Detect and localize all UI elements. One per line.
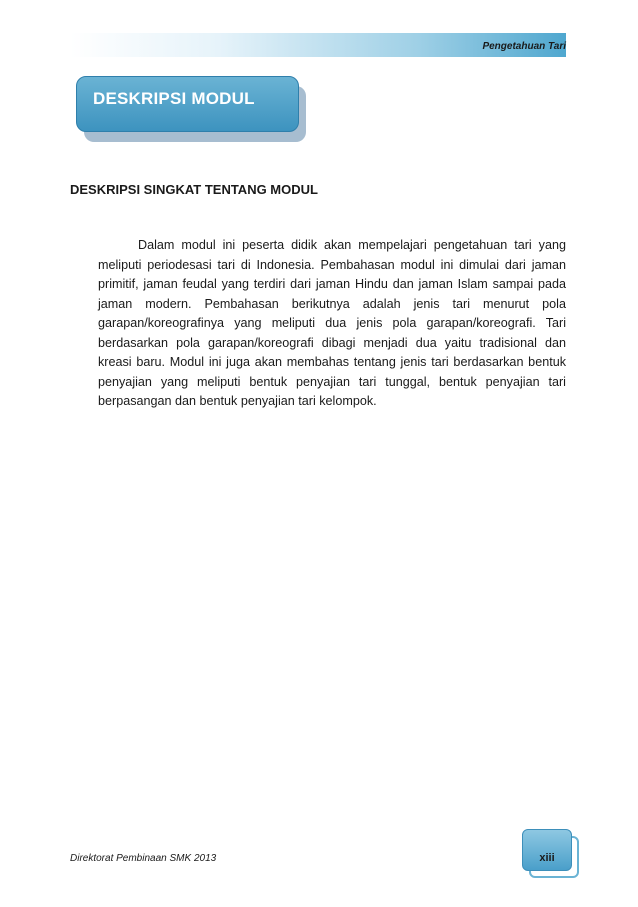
page-badge — [522, 829, 572, 871]
description-paragraph: Dalam modul ini peserta didik akan mempelajari pengetahuan tari yang meliputi periodesasi tari di Indonesia. Pembahasan modul ini dimulai dari jaman primitif, jaman feudal yang terdiri dari jaman Hindu dan jaman Islam sampai pada jaman modern. Pembahasan berikutnya adalah jenis tari menurut pola garapan/koreografinya yang meliputi dua jenis pola garapan/koreografi. Tari berdasarkan pola garapan/koreografi dibagi menjadi dua yaitu tradisional dan kreasi baru. Modul ini juga akan membahas tentang jenis tari berdasarkan bentuk penyajian yang meliputi bentuk penyajian tari tunggal, bentuk penyajian tari berpasangan dan bentuk penyajian tari kelompok. — [98, 238, 566, 408]
footer-publisher: Direktorat Pembinaan SMK 2013 — [70, 853, 217, 864]
page-number: xiii — [539, 852, 555, 864]
module-tab-label: DESKRIPSI MODUL — [93, 89, 255, 108]
header-title: Pengetahuan Tari — [482, 41, 566, 52]
module-tab — [76, 76, 299, 132]
section-heading: DESKRIPSI SINGKAT TENTANG MODUL — [70, 182, 318, 197]
